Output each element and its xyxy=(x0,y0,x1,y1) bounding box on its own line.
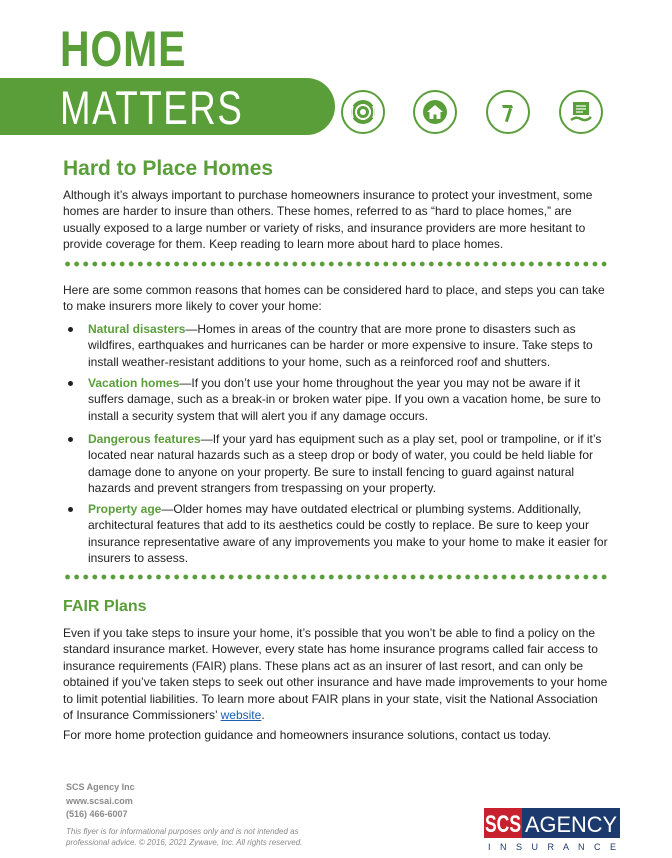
scs-agency-logo xyxy=(484,808,620,853)
logo-insurance-text: I N S U R A N C E xyxy=(488,842,616,852)
bullet-dot xyxy=(68,327,73,332)
agency-phone: (516) 466-6007 xyxy=(66,809,128,819)
brand-title-matters: MATTERS xyxy=(60,81,244,134)
list-item-text: —If you don’t use your home throughout the year you may not be aware if it suffers damage, such as a break-in or broken water pipe. If you own a vacation home, be sure to install a security system that will alert you if any damage occurs. xyxy=(88,376,601,423)
disclaimer-line: This flyer is for informational purposes only and is not intended as xyxy=(66,827,299,836)
bullet-dot xyxy=(68,507,73,512)
list-item xyxy=(63,431,608,497)
list-item xyxy=(63,501,608,567)
fair-plans-text-end: . xyxy=(261,708,265,723)
closing-paragraph: For more home protection guidance and homeowners insurance solutions, contact us today. xyxy=(63,728,552,742)
dotted-divider xyxy=(63,574,608,580)
fair-plans-text: Even if you take steps to insure your home, it’s possible that you won’t be able to find a policy on the standard insurance market. However, every state has home insurance programs called fair access to insurance requirements (FAIR) plans. These plans act as an insurer of last resort, and can only be obtained if you’ve taken steps to seek out other insurance and have made improvements to your home to limit potential liabilities. To learn more about FAIR plans in your state, visit the National Association of Insurance Commissioners’ xyxy=(63,626,608,723)
house-icon xyxy=(413,90,457,134)
insurance-document-icon xyxy=(559,90,603,134)
dotted-divider xyxy=(63,261,608,267)
agency-contact xyxy=(66,781,135,822)
bullet-dot xyxy=(68,381,73,386)
agency-name: SCS Agency Inc xyxy=(66,782,135,792)
list-item-term: Property age xyxy=(88,502,162,516)
list-item-term: Dangerous features xyxy=(88,432,201,446)
brand-title-home: HOME xyxy=(60,21,187,77)
list-item-text: —Older homes may have outdated electrical or plumbing systems. Additionally, architectural features that add to its aesthetics could be costly to replace. Be sure to keep your insurance representative aware of any improvements you make to your home to make it easier for insurers to assess. xyxy=(88,502,608,566)
lead-paragraph: Here are some common reasons that homes can be considered hard to place, and steps you can take to make insurers more likely to cover your home: xyxy=(63,283,605,314)
list-item-text: —If your yard has equipment such as a play set, pool or trampoline, or if it’s located near natural hazards such as a steep drop or body of water, you could be held liable for damage done to anyone on your property. Be sure to install fencing to guard against natural hazards and prevent strangers from trespassing on your property. xyxy=(88,432,602,496)
fair-plans-paragraph xyxy=(63,625,608,723)
alarm-icon xyxy=(341,90,385,134)
naic-website-link[interactable]: website xyxy=(220,708,262,723)
agency-website[interactable]: www.scsai.com xyxy=(66,795,133,806)
list-item-text: —Homes in areas of the country that are more prone to disasters such as wildfires, earthquakes and hurricanes can be harder or more expensive to insure. Take steps to install weather-resistant additions to your home, such as a reinforced roof and shutters. xyxy=(88,322,593,369)
logo-scs-text: SCS xyxy=(485,811,521,838)
bullet-dot xyxy=(68,437,73,442)
section-title-fair-plans: FAIR Plans xyxy=(63,598,147,615)
list-item xyxy=(63,375,608,424)
list-item-term: Natural disasters xyxy=(88,322,186,336)
intro-paragraph: Although it’s always important to purchase homeowners insurance to protect your investment, some homes are harder to insure than others. These homes, referred to as “hard to place homes,” are usually exposed to a large number or variety of risks, and insurance providers are more hesitant to provide coverage for them. Keep reading to learn more about hard to place homes. xyxy=(63,188,593,252)
disclaimer-line: professional advice. © 2016, 2021 Zywave, Inc. All rights reserved. xyxy=(66,838,303,847)
logo-agency-text: AGENCY xyxy=(525,812,618,837)
disclaimer xyxy=(66,826,302,848)
list-item xyxy=(63,321,608,370)
list-item-term: Vacation homes xyxy=(88,376,180,390)
hammer-icon xyxy=(486,90,530,134)
page-title: Hard to Place Homes xyxy=(63,157,274,180)
